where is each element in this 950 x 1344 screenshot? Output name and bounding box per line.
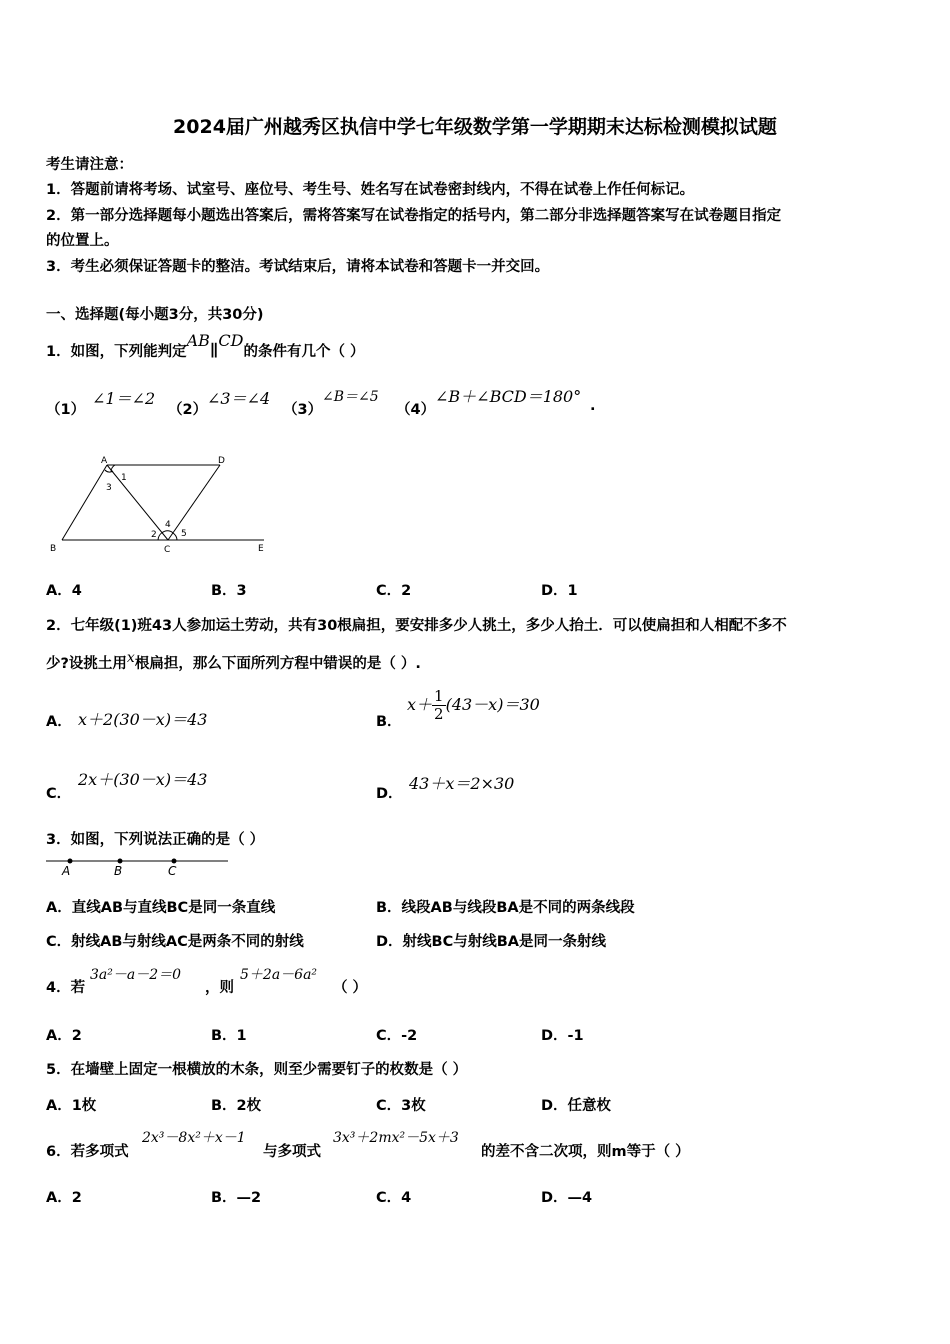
q1-cond-4: ∠B＋∠BCD＝180° (435, 387, 582, 406)
fig-num-1: 1 (121, 473, 127, 483)
q5-stem: 5．在墙壁上固定一根横放的木条，则至少需要钉子的枚数是（ ） (46, 1062, 468, 1078)
q1-option-d: D．1 (541, 583, 578, 599)
q1-cond-1: ∠1＝∠2 (92, 389, 156, 408)
point-c (172, 859, 177, 864)
q6-polynomial-1: 2x³－8x²＋x－1 (142, 1130, 246, 1146)
q1-cond-1-label: （1） (46, 402, 86, 418)
q2-option-a: x＋2(30－x)＝43 (78, 710, 208, 729)
q1-option-b: B．3 (211, 583, 247, 599)
q6-option-a: A．2 (46, 1190, 82, 1206)
fig-label-b: B (50, 544, 57, 554)
q1-option-a: A．4 (46, 583, 82, 599)
q2-option-b-label: B． (376, 714, 402, 730)
q6-polynomial-2: 3x³＋2mx²－5x＋3 (333, 1130, 459, 1146)
page-title: 2024届广州越秀区执信中学七年级数学第一学期期末达标检测模拟试题 (173, 116, 777, 138)
q6-prefix: 6．若多项式 (46, 1144, 129, 1160)
q4-option-c: C．-2 (376, 1028, 418, 1044)
q4-expression: 5＋2a－6a² (240, 967, 318, 983)
q6-option-c: C．4 (376, 1190, 412, 1206)
q1-cond-3-label: （3） (283, 402, 323, 418)
q4-suffix: （ ） (333, 980, 368, 996)
q2-option-a-label: A． (46, 714, 72, 730)
q5-option-a: A．1枚 (46, 1098, 97, 1114)
q3-option-b: B．线段AB与线段BA是不同的两条线段 (376, 900, 635, 916)
q5-option-b: B．2枚 (211, 1098, 262, 1114)
point-label-a: A (62, 864, 71, 878)
point-b (118, 859, 123, 864)
line-dc (168, 465, 220, 540)
q5-option-c: C．3枚 (376, 1098, 426, 1114)
q4-mid: ，则 (205, 980, 234, 996)
q3-option-a: A．直线AB与直线BC是同一条直线 (46, 900, 276, 916)
notice-item-2: 2．第一部分选择题每小题选出答案后，需将答案写在试卷指定的括号内，第二部分非选择题答案写在试卷题目指定 (46, 208, 782, 224)
q3-option-d: D．射线BC与射线BA是同一条射线 (376, 934, 607, 950)
q6-option-d: D．—4 (541, 1190, 593, 1206)
q1-stem: 1．如图，下列能判定AB∥CD的条件有几个（ ） (46, 331, 365, 360)
q1-cond-2-label: （2） (168, 402, 208, 418)
q3-line-figure (44, 852, 234, 878)
fig-label-e: E (258, 544, 264, 554)
q6-mid: 与多项式 (263, 1144, 321, 1160)
notice-item-2-cont: 的位置上。 (46, 233, 119, 249)
line-ac (107, 465, 168, 540)
point-a (68, 859, 73, 864)
q2-option-d: 43＋x＝2×30 (409, 774, 515, 793)
q1-figure (44, 450, 274, 560)
q4-equation: 3a²－a－2＝0 (90, 967, 182, 983)
q6-suffix: 的差不含二次项，则m等于（ ） (481, 1144, 690, 1160)
q1-option-c: C．2 (376, 583, 412, 599)
fig-num-3: 3 (106, 483, 112, 493)
point-label-b: B (114, 864, 123, 878)
q4-prefix: 4．若 (46, 980, 86, 996)
angle-arc-5 (173, 533, 177, 540)
q3-stem: 3．如图，下列说法正确的是（ ） (46, 832, 265, 848)
notice-item-3: 3．考生必须保证答题卡的整洁。考试结束后，请将本试卷和答题卡一并交回。 (46, 259, 550, 275)
q2-option-c: 2x＋(30－x)＝43 (78, 770, 208, 789)
q4-option-a: A．2 (46, 1028, 82, 1044)
fig-label-c: C (164, 545, 171, 555)
fig-num-2: 2 (151, 530, 157, 540)
q2-option-b: x＋ $\frac{1}{2}$ (43－x)＝30 (407, 687, 540, 723)
section-heading: 一、选择题(每小题3分，共30分) (46, 307, 264, 323)
line-ab (62, 465, 107, 540)
q4-option-d: D．-1 (541, 1028, 584, 1044)
q2-stem-line1: 2．七年级(1)班43人参加运土劳动，共有30根扁担，要安排多少人挑土，多少人抬土．可以使扁担和人相配不多不 (46, 618, 787, 634)
fig-label-d: D (218, 456, 225, 466)
q3-option-c: C．射线AB与射线AC是两条不同的射线 (46, 934, 304, 950)
angle-arc-4 (162, 531, 173, 533)
fig-label-a: A (101, 456, 108, 466)
q1-period: . (590, 398, 596, 414)
q1-cond-3: ∠B＝∠5 (322, 389, 379, 405)
point-label-c: C (168, 864, 177, 878)
q2-stem-line2: 少?设挑土用x根扁担，那么下面所列方程中错误的是（ ）. (46, 650, 421, 672)
q1-cond-4-label: （4） (396, 402, 436, 418)
q1-cond-2: ∠3＝∠4 (207, 389, 271, 408)
fig-num-5: 5 (181, 529, 187, 539)
fig-num-4: 4 (165, 520, 171, 530)
notice-item-1: 1．答题前请将考场、试室号、座位号、考生号、姓名写在试卷密封线内，不得在试卷上作任何标记。 (46, 182, 695, 198)
notice-heading: 考生请注意： (46, 157, 133, 173)
q6-option-b: B．—2 (211, 1190, 262, 1206)
q4-option-b: B．1 (211, 1028, 247, 1044)
q5-option-d: D．任意枚 (541, 1098, 612, 1114)
q2-option-d-label: D． (376, 786, 403, 802)
q2-option-c-label: C． (46, 786, 72, 802)
